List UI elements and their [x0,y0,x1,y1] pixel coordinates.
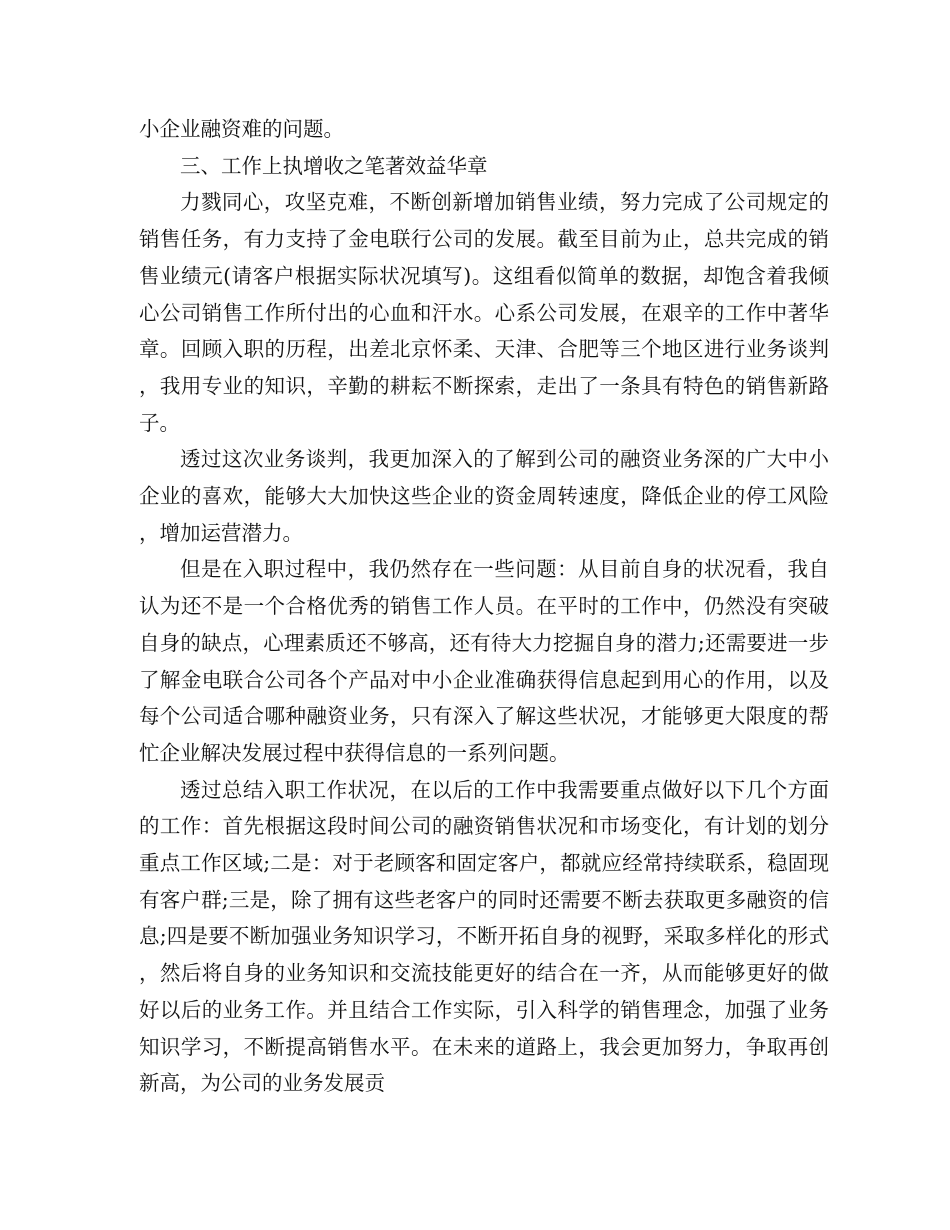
paragraph-problems: 但是在入职过程中，我仍然存在一些问题：从目前自身的状况看，我自认为还不是一个合格优秀的销售工作人员。在平时的工作中，仍然没有突破自身的缺点，心理素质还不够高，还有待大力挖掘自身的潜力;还需要进一步了解金电联合公司各个产品对中小企业准确获得信息起到用心的作用，以及每个公司适合哪种融资业务，只有深入了解这些状况，才能够更大限度的帮忙企业解决发展过程中获得信息的一系列问题。 [139,557,829,765]
paragraph-future-plans: 透过总结入职工作状况，在以后的工作中我需要重点做好以下几个方面的工作：首先根据这段时间公司的融资销售状况和市场变化，有计划的划分重点工作区域;二是：对于老顾客和固定客户，都就应经常持续联系，稳固现有客户群;三是，除了拥有这些老客户的同时还需要不断去获取更多融资的信息;四是要不断加强业务知识学习，不断开拓自身的视野，采取多样化的形式，然后将自身的业务知识和交流技能更好的结合在一齐，从而能够更好的做好以后的业务工作。并且结合工作实际，引入科学的销售理念，加强了业务知识学习，不断提高销售水平。在未来的道路上，我会更加努力，争取再创新高，为公司的业务发展贡 [139,777,829,1096]
paragraph-business-negotiation: 透过这次业务谈判，我更加深入的了解到公司的融资业务深的广大中小企业的喜欢，能够大大加快这些企业的资金周转速度，降低企业的停工风险，增加运营潜力。 [139,447,829,545]
section-heading: 三、工作上执增收之笔著效益华章 [180,153,488,178]
paragraph-sales-performance: 力戮同心，攻坚克难，不断创新增加销售业绩，努力完成了公司规定的销售任务，有力支持了金电联行公司的发展。截至目前为止，总共完成的销售业绩元(请客户根据实际状况填写)。这组看似简单的数据，却饱含着我倾心公司销售工作所付出的心血和汗水。心系公司发展，在艰辛的工作中著华章。回顾入职的历程，出差北京怀柔、天津、合肥等三个地区进行业务谈判，我用专业的知识，辛勤的耕耘不断探索，走出了一条具有特色的销售新路子。 [139,190,829,435]
document-body [139,111,829,1102]
paragraph-continuation: 小企业融资难的问题。 [139,117,344,141]
